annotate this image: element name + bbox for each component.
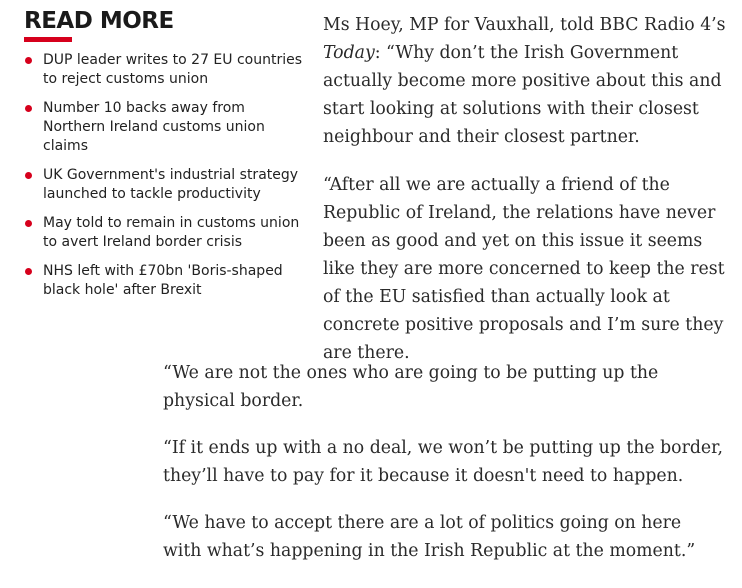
article-body-right [323, 11, 727, 387]
article-body-wide [163, 359, 723, 584]
bullet-icon [25, 268, 32, 275]
read-more-link[interactable]: UK Government's industrial strategy launched to tackle productivity [43, 167, 299, 202]
read-more-item[interactable] [24, 99, 304, 156]
article-paragraph-2: “After all we are actually a friend of the Republic of Ireland, the relations have never been as good and yet on this issue it seems like they are more concerned to keep the rest of the EU satisfied than actually look at concrete positive proposals and I’m sure they are there. [323, 175, 725, 363]
article-paragraph-5: “We have to accept there are a lot of politics going on here with what’s happening in the Irish Republic at the moment.” [163, 513, 696, 561]
read-more-heading: READ MORE [24, 8, 174, 34]
bullet-icon [25, 105, 32, 112]
bullet-icon [25, 57, 32, 64]
read-more-item[interactable] [24, 262, 304, 300]
read-more-item[interactable] [24, 51, 304, 89]
article-paragraph-1 [323, 11, 727, 151]
read-more-link[interactable]: May told to remain in customs union to avert Ireland border crisis [43, 215, 300, 250]
article-paragraph-4: “If it ends up with a no deal, we won’t be putting up the border, they’ll have to pay for it because it doesn't need to happen. [163, 438, 723, 486]
paragraph-text: Ms Hoey, MP for Vauxhall, told BBC Radio 4’s [323, 15, 726, 35]
bullet-icon [25, 172, 32, 179]
read-more-link[interactable]: Number 10 backs away from Northern Ireland customs union claims [43, 100, 265, 154]
read-more-list [24, 51, 304, 300]
read-more-box [24, 8, 304, 310]
article-paragraph-3: “We are not the ones who are going to be putting up the physical border. [163, 363, 659, 411]
read-more-underline [24, 37, 72, 42]
read-more-item[interactable] [24, 214, 304, 252]
programme-name: Today [323, 43, 375, 63]
read-more-item[interactable] [24, 166, 304, 204]
read-more-link[interactable]: NHS left with £70bn 'Boris-shaped black hole' after Brexit [43, 263, 283, 298]
read-more-link[interactable]: DUP leader writes to 27 EU countries to reject customs union [43, 52, 303, 87]
paragraph-text: : “Why don’t the Irish Government actually become more positive about this and start looking at solutions with their closest neighbour and their closest partner. [323, 43, 722, 147]
bullet-icon [25, 220, 32, 227]
